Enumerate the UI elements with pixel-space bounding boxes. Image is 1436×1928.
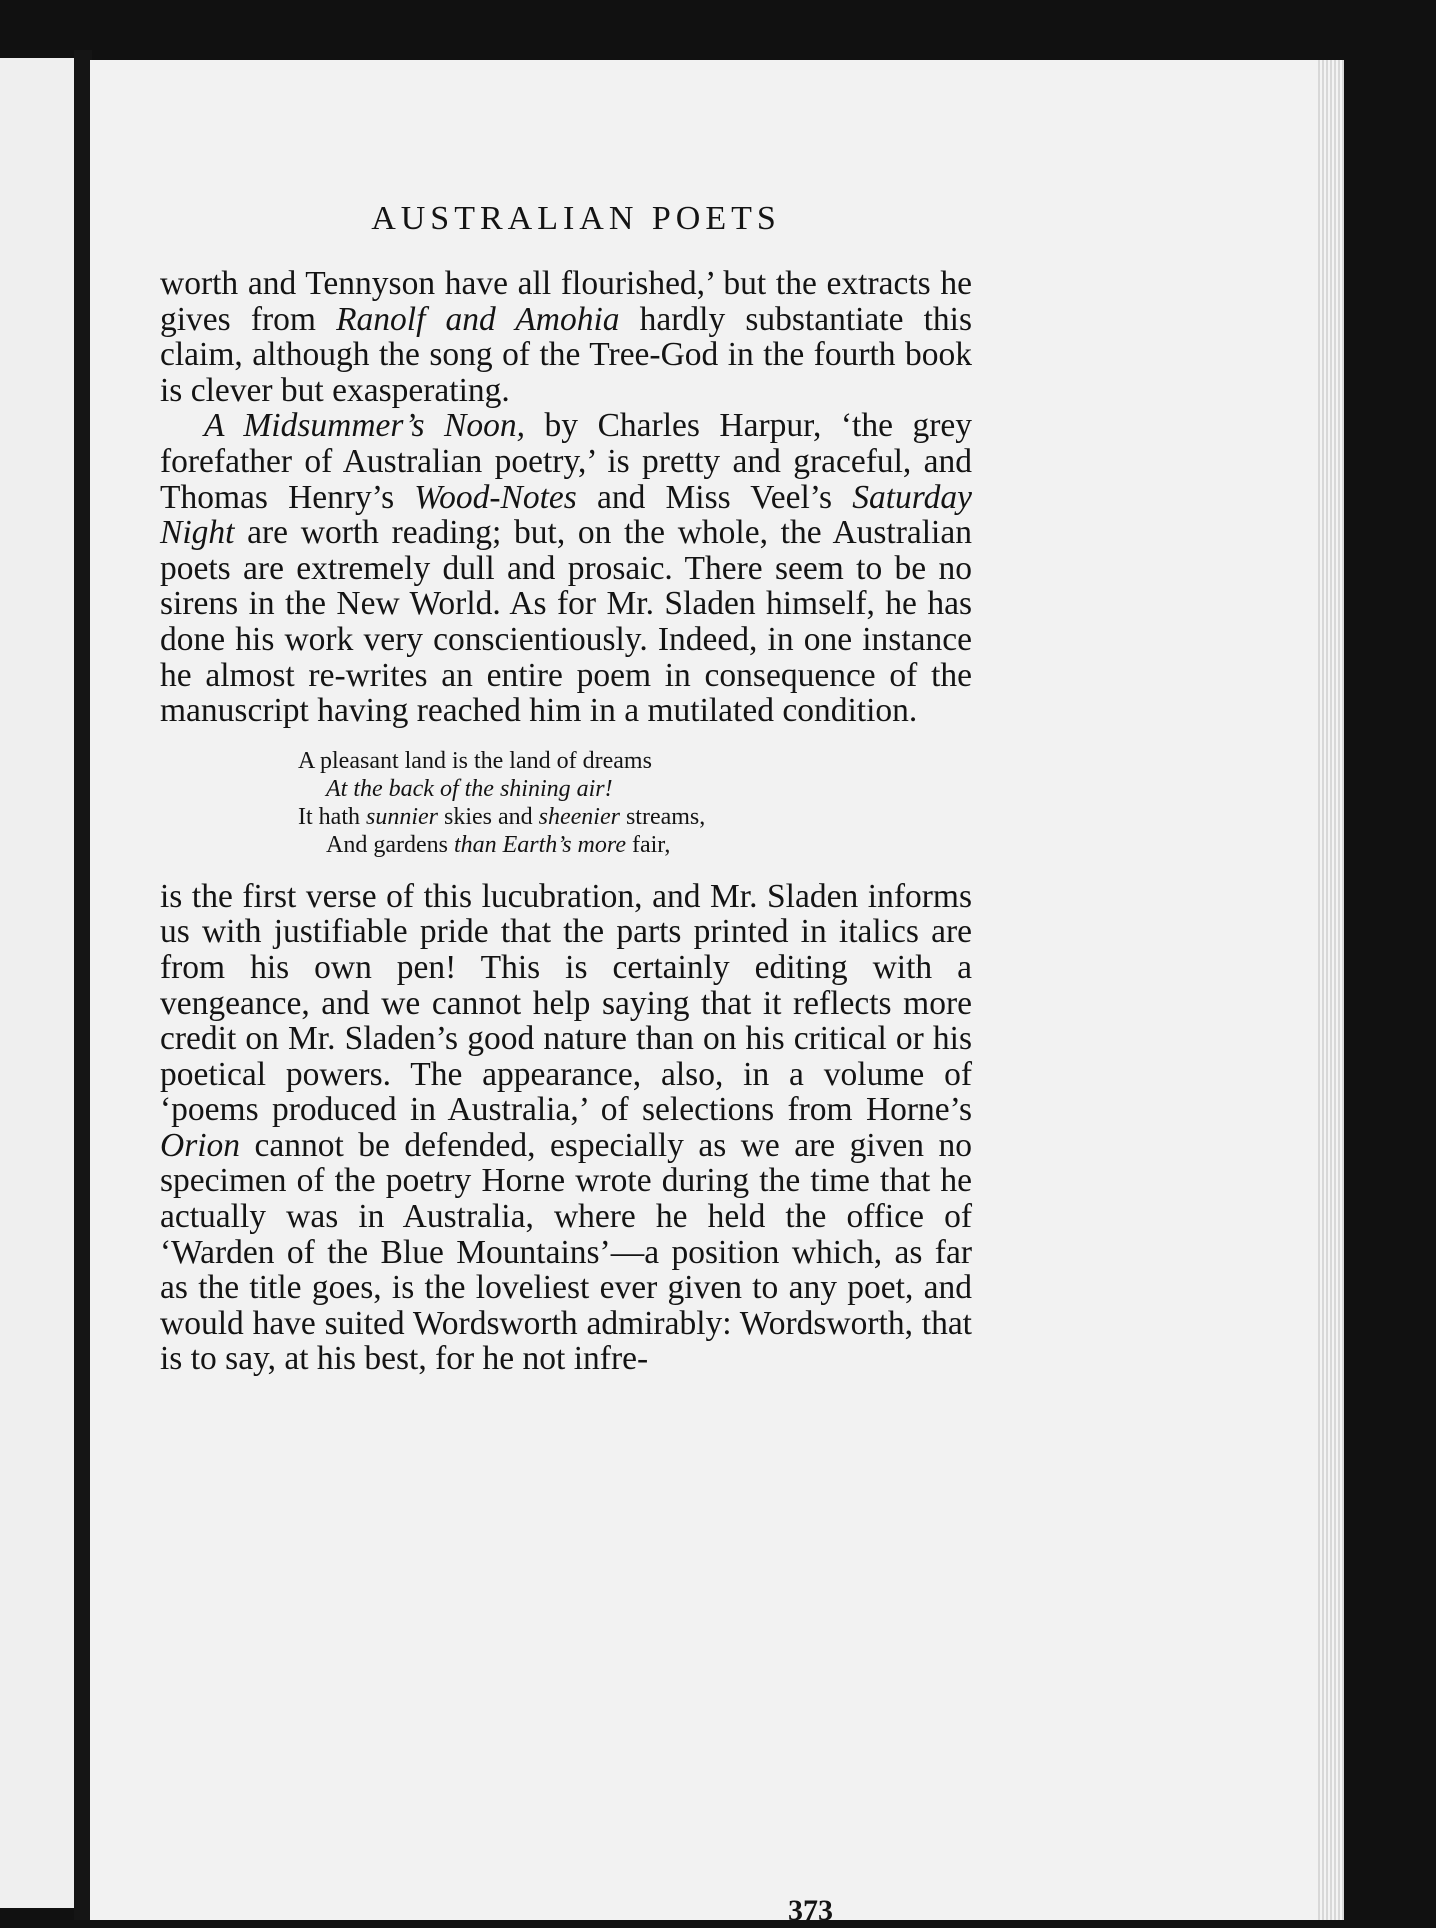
text-run: And gardens <box>326 831 454 858</box>
text-run: A pleasant land is the land of dreams <box>298 747 652 774</box>
verse-line-1 <box>298 747 972 775</box>
verse-line-3 <box>298 803 972 831</box>
italic-text: Ranolf and Amohia <box>336 300 620 338</box>
italic-text: Saturday Night <box>160 478 972 552</box>
running-head: AUSTRALIAN POETS <box>371 200 781 237</box>
italic-text: A Midsummer’s Noon, <box>204 407 526 445</box>
page-stack-edge <box>1318 60 1344 1920</box>
text-run: cannot be defended, especially as we are given no specimen of the poetry Horne wrote during the time that he actually was in Australia, where he held the office of ‘Warden of the Blue Mountains’—a position which, as far as the title goes, is the loveliest ever given to any poet, and would have suited Wordsworth admirably: Wordsworth, that is to say, at his best, for he not infre- <box>160 1126 972 1378</box>
text-run: is the first verse of this lucubration, and Mr. Sladen informs us with justifiable pride that the parts printed in italics are from his own pen! This is certainly editing with a vengeance, and we cannot help saying that it reflects more credit on Mr. Sladen’s good nature than on his critical or his poetical powers. The appearance, also, in a volume of ‘poems produced in Australia,’ of selections from Horne’s <box>160 877 972 1129</box>
paragraph-2 <box>160 408 972 728</box>
page-text <box>160 200 972 1377</box>
page-number: 373 <box>788 1894 833 1927</box>
quoted-verse <box>298 747 972 859</box>
text-run: and Miss Veel’s <box>576 478 853 516</box>
text-run: worth and Tennyson have all flourished,’ but the extracts he gives from <box>160 265 972 338</box>
italic-text: sunnier <box>365 803 438 830</box>
paragraph-1 <box>160 266 972 408</box>
text-run: skies and <box>437 803 539 830</box>
italic-text: Wood-Notes <box>414 478 577 516</box>
verse-line-4 <box>298 831 972 859</box>
text-run: are worth reading; but, on the whole, the Australian poets are extremely dull and prosaic. There seem to be no sirens in the New World. As for Mr. Sladen himself, he has done his work very conscientiously. Indeed, in one instance he almost re-writes an entire poem in consequence of the manuscript having reached him in a mutilated condition. <box>160 514 972 730</box>
italic-text: sheenier <box>538 803 620 830</box>
italic-text: At the back of the shining air! <box>326 775 613 802</box>
paragraph-3 <box>160 879 972 1377</box>
facing-page-edge <box>0 58 78 1908</box>
text-run: fair, <box>625 831 671 858</box>
italic-text: than Earth’s more <box>453 831 626 858</box>
text-run: It hath <box>298 803 366 830</box>
text-run: hardly substantiate this claim, although the song of the Tree-God in the fourth book is clever but exasperating. <box>160 300 972 409</box>
italic-text: Orion <box>160 1126 241 1164</box>
text-run: by Charles Harpur, ‘the grey forefather of Australian poetry,’ is pretty and graceful, and Thomas Henry’s <box>160 407 972 516</box>
verse-line-2 <box>298 775 972 803</box>
text-run: streams, <box>619 803 706 830</box>
